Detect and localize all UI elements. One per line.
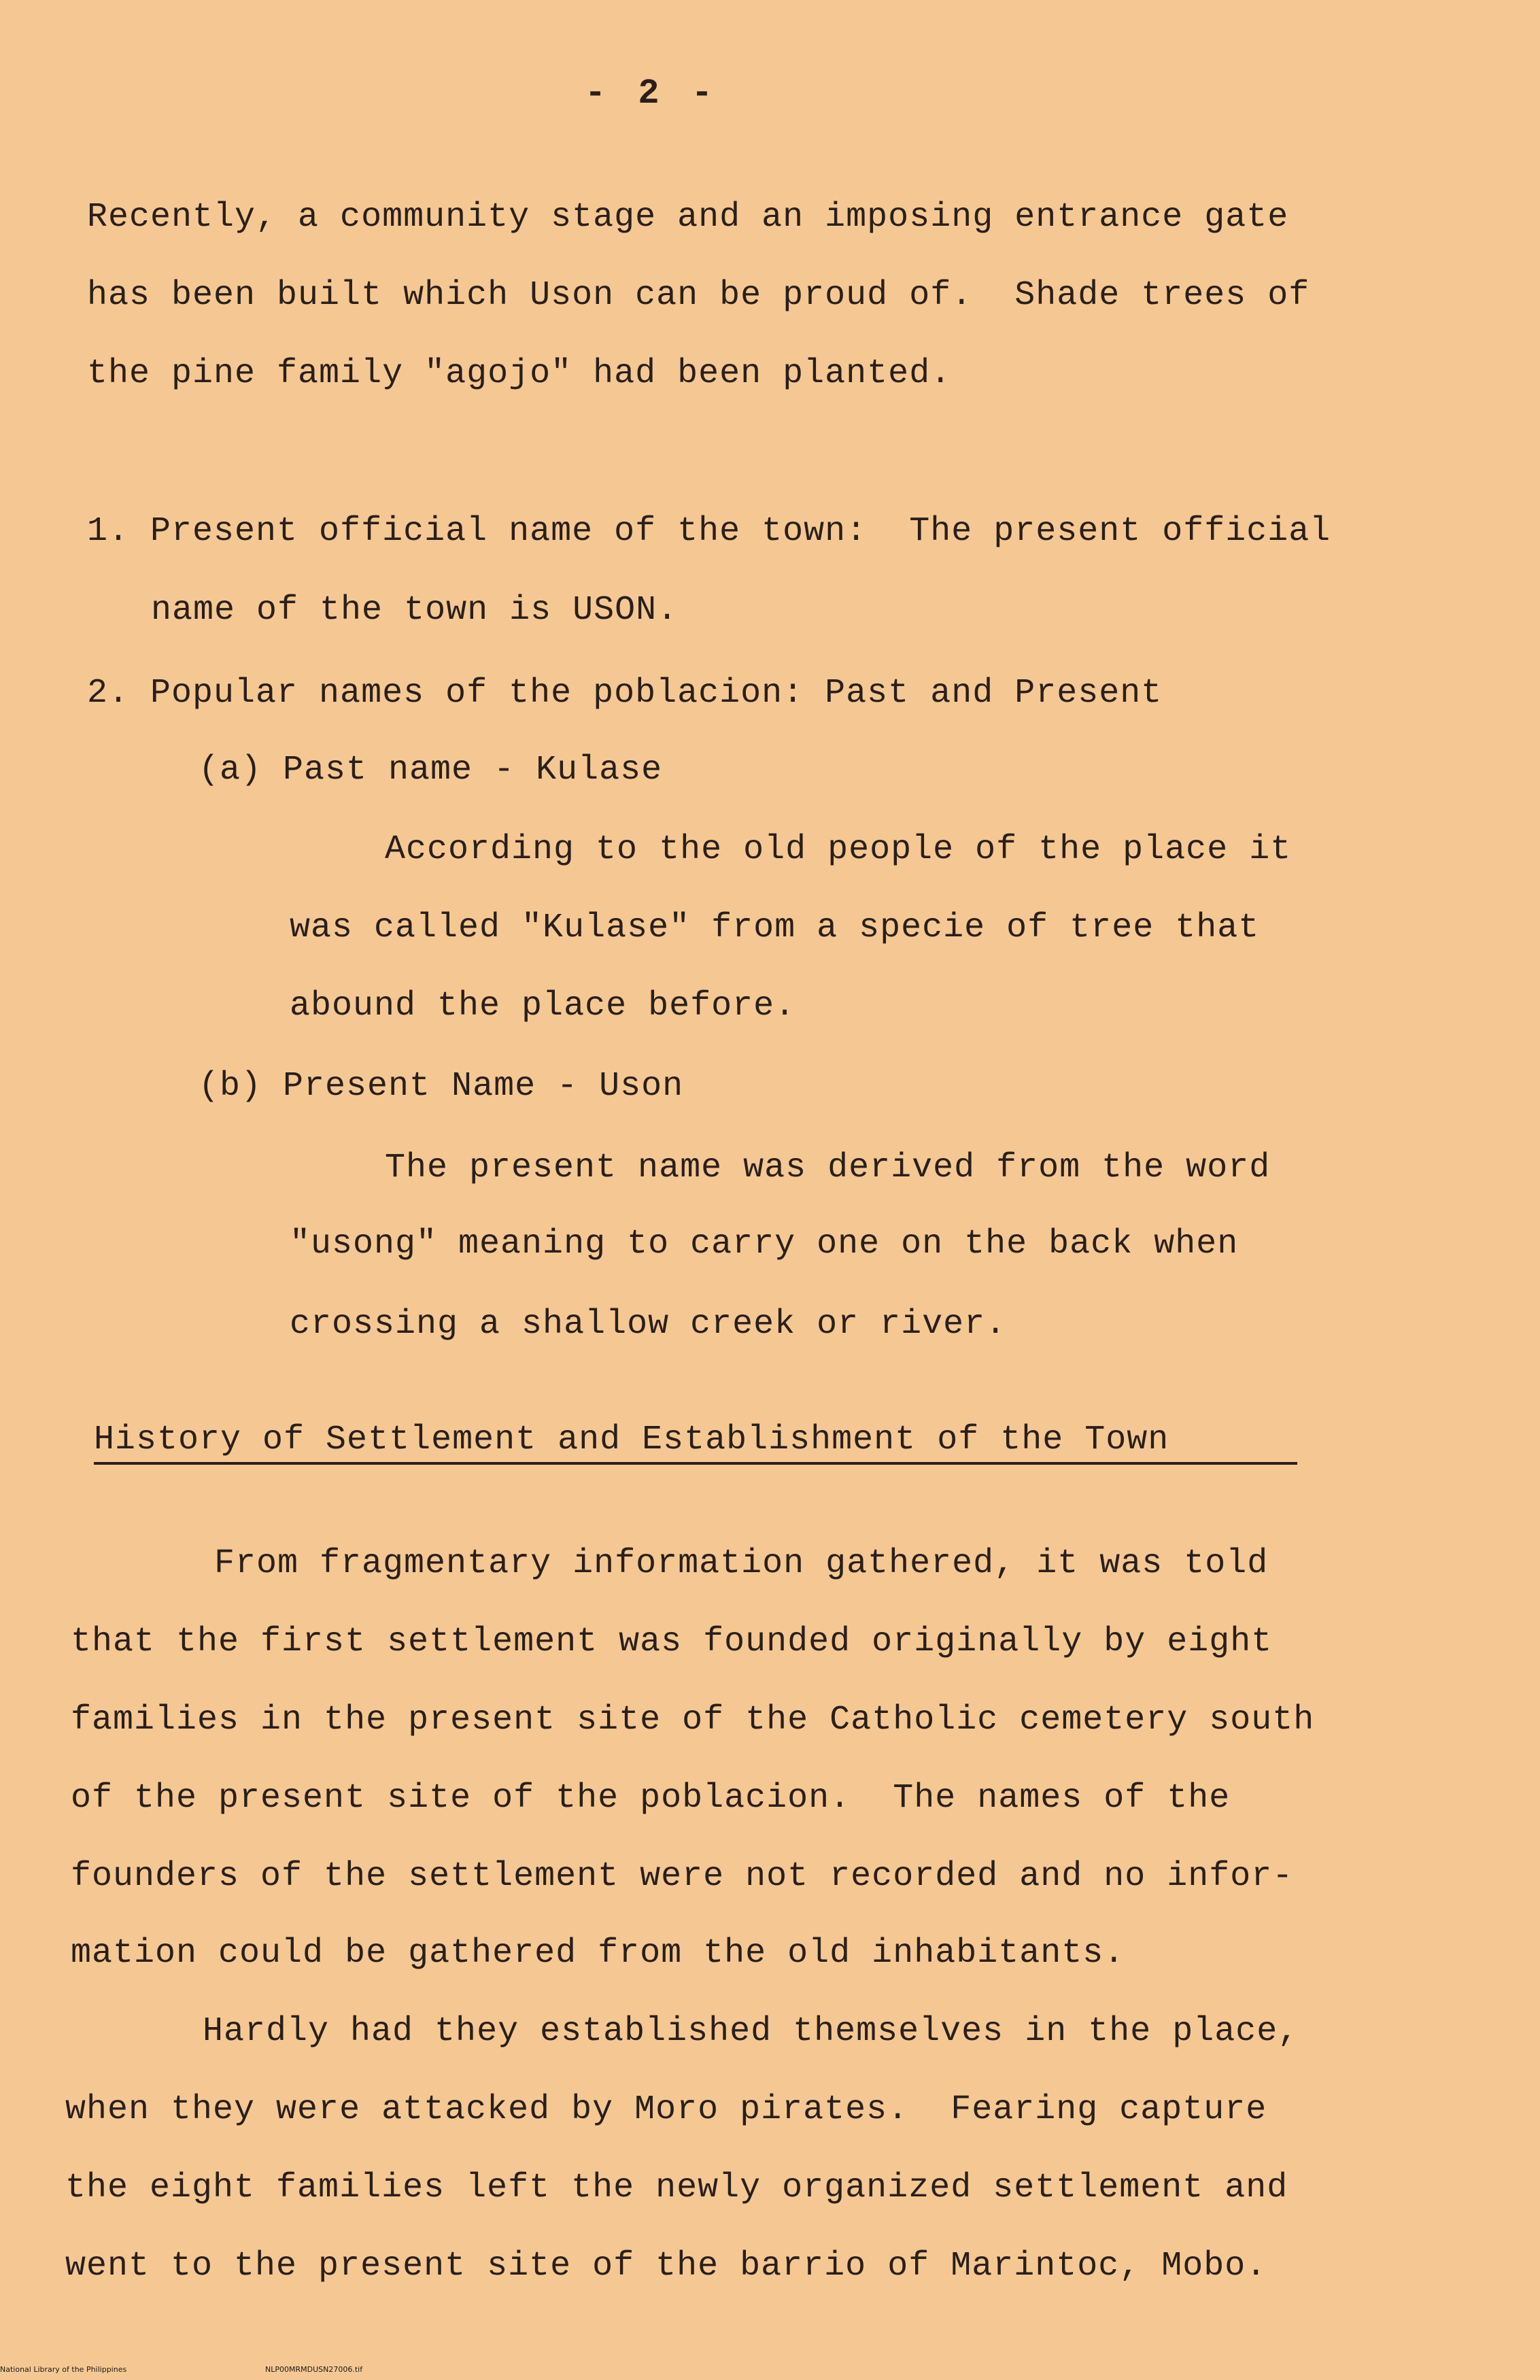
text-line: mation could be gathered from the old inhabitants. [71, 1934, 1125, 1973]
text-line: Hardly had they established themselves in the place, [203, 2012, 1299, 2051]
text-line: Recently, a community stage and an imposing entrance gate [87, 198, 1289, 237]
text-line: when they were attacked by Moro pirates. Fearing capture [65, 2090, 1267, 2129]
text-line: The present name was derived from the word [385, 1149, 1271, 1187]
section-heading: History of Settlement and Establishment of the Town [94, 1421, 1169, 1459]
text-line: has been built which Uson can be proud of. Shade trees of [87, 276, 1310, 315]
text-line: "usong" meaning to carry one on the back when [290, 1225, 1239, 1263]
page-number: - 2 - [585, 73, 719, 114]
text-line: of the present site of the poblacion. The names of the [71, 1779, 1231, 1818]
heading-underline [94, 1462, 1297, 1465]
text-line: According to the old people of the place it [385, 830, 1292, 869]
subitem-title: (b) Present Name - Uson [199, 1067, 684, 1106]
text-line: 1. Present official name of the town: The present official [87, 512, 1331, 551]
footer-filename: NLP00MRMDUSN27006.tif [265, 2365, 363, 2374]
text-line: abound the place before. [290, 987, 796, 1025]
text-line: name of the town is USON. [151, 591, 679, 630]
text-line: was called "Kulase" from a specie of tree that [290, 908, 1260, 947]
text-line: that the first settlement was founded originally by eight [71, 1622, 1273, 1661]
text-line: crossing a shallow creek or river. [290, 1305, 1007, 1344]
text-line: founders of the settlement were not recorded and no infor- [71, 1857, 1294, 1896]
subitem-title: (a) Past name - Kulase [199, 751, 663, 789]
text-line: families in the present site of the Catholic cemetery south [71, 1701, 1315, 1739]
text-line: 2. Popular names of the poblacion: Past and Present [87, 674, 1163, 713]
text-line: the eight families left the newly organized settlement and [65, 2169, 1288, 2207]
text-line: From fragmentary information gathered, it was told [214, 1544, 1269, 1583]
footer-library: National Library of the Philippines [0, 2365, 127, 2374]
text-line: went to the present site of the barrio of Marintoc, Mobo. [65, 2247, 1267, 2285]
text-line: the pine family "agojo" had been planted. [87, 354, 952, 393]
